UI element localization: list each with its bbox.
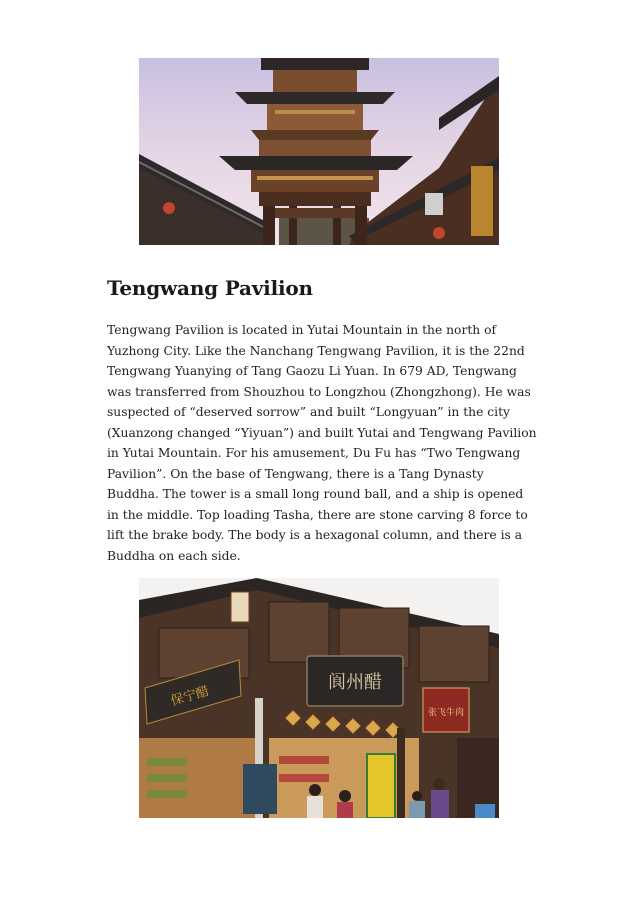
shopfront-photo [139, 578, 499, 818]
pavilion-photo [139, 58, 499, 245]
lantern [163, 202, 175, 214]
right-plaque [423, 688, 469, 732]
right-signboard [471, 166, 493, 236]
blue-object [475, 804, 495, 818]
kiosk [367, 754, 395, 818]
pavilion-illustration [139, 58, 499, 245]
shopfront-illustration [139, 578, 499, 818]
right-plaque-text: 张飞牛肉 [427, 708, 465, 718]
lantern [231, 592, 249, 622]
ac-unit [425, 193, 443, 215]
main-plaque-text: 阆州醋 [328, 672, 382, 693]
blue-sign [243, 764, 277, 814]
main-plaque [307, 656, 403, 706]
left-banner-text: 保宁醋 [169, 684, 211, 710]
article-title: Tengwang Pavilion [107, 276, 313, 300]
column [397, 728, 405, 818]
article-body: Tengwang Pavilion is located in Yutai Mountain in the north of Yuzhong City. Like the Nanchang Tengwang Pavilion, it is the 22nd Tengwang Yuanying of Tang Gaozu Li Yuan. In 679 AD, Tengwang was transferred from Shouzhou to Longzhou (Zhongzhong). He was suspected of “deserved sorrow” and built “Longyuan” in the city (Xuanzong changed “Yiyuan”) and built Yutai and Tengwang Pavilion in Yutai Mountain. For his amusement, Du Fu has “Two Tengwang Pavilion”. On the base of Tengwang, there is a Tang Dynasty Buddha. The tower is a small long round ball, and a ship is opened in the middle. Top loading Tasha, there are stone carving 8 force to lift the brake body. The body is a hexagonal column, and there is a Buddha on each side. [107, 323, 537, 563]
